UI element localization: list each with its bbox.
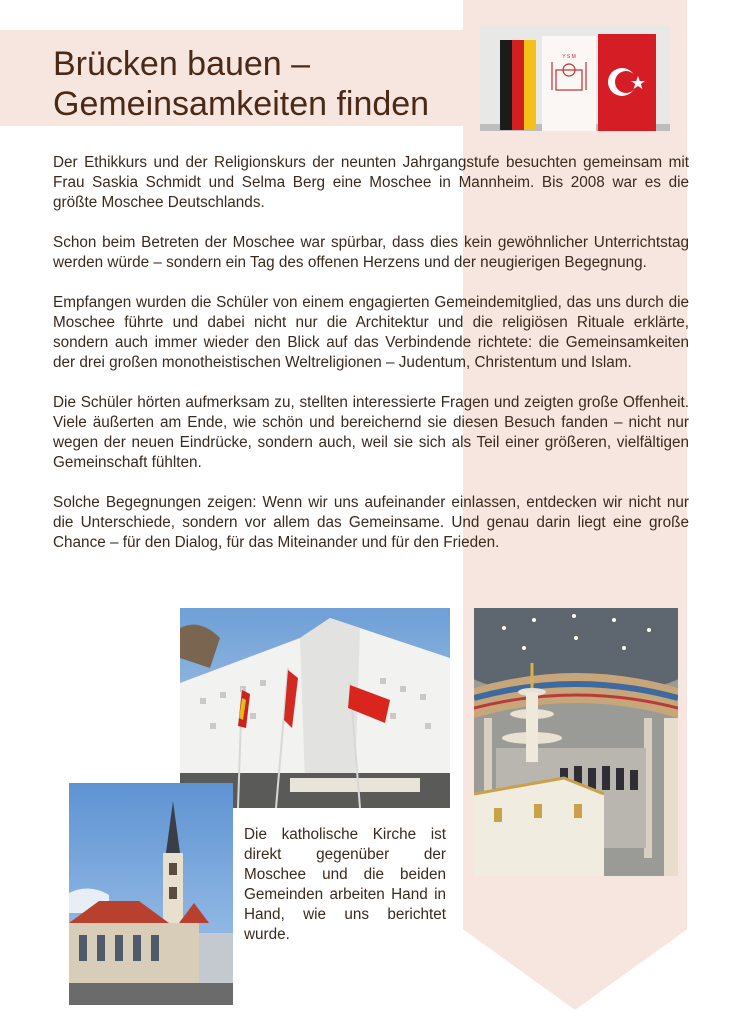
title-line-2: Gemeinsamkeiten finden [53,85,430,123]
paragraph: Die Schüler hörten aufmerksam zu, stellten interessierte Fragen und zeigten große Offenheit. Viele äußerten am Ende, wie schön und bereichernd sie diesen Besuch fanden – nicht nur wegen der neuen Eindrücke, sondern auch, weil sie sich als Teil einer größeren, vielfältigen Gemeinschaft fühlten. [53,394,689,471]
page-title [53,44,429,124]
paragraph: Schon beim Betreten der Moschee war spürbar, dass dies kein gewöhnlicher Unterrichtstag werden würde – sondern ein Tag des offenen Herzens und der neugierigen Begegnung. [53,234,689,271]
paragraph: Solche Begegnungen zeigen: Wenn wir uns aufeinander einlassen, entdecken wir nicht nur die Unterschiede, sondern vor allem das Gemeinsame. Und genau darin liegt eine große Chance – für den Dialog, für das Miteinander und für den Frieden. [53,494,689,551]
photo-church [69,783,233,1005]
photo-flags [480,26,670,131]
photo-mosque-exterior [180,608,450,808]
paragraph: Empfangen wurden die Schüler von einem engagierten Gemeindemitglied, das uns durch die Moschee führte und dabei nicht nur die Architektur und die religiösen Rituale erklärte, sondern auch immer wieder den Blick auf das Verbindende richtete: die Gemeinsamkeiten der drei großen monotheistischen Weltreligionen – Judentum, Christentum und Islam. [53,294,689,371]
title-line-1: Brücken bauen – [53,45,311,83]
article-body [53,153,689,573]
church-caption: Die katholische Kirche ist direkt gegenüber der Moschee und die beiden Gemeinden arbeiten Hand in Hand, wie uns berichtet wurde. [244,826,446,943]
photo-mosque-interior [474,608,678,876]
paragraph: Der Ethikkurs und der Religionskurs der neunten Jahrgangstufe besuchten gemeinsam mit Frau Saskia Schmidt und Selma Berg eine Moschee in Mannheim. Bis 2008 war es die größte Moschee Deutschlands. [53,154,689,211]
svg-text:Y S M: Y S M [562,54,576,60]
